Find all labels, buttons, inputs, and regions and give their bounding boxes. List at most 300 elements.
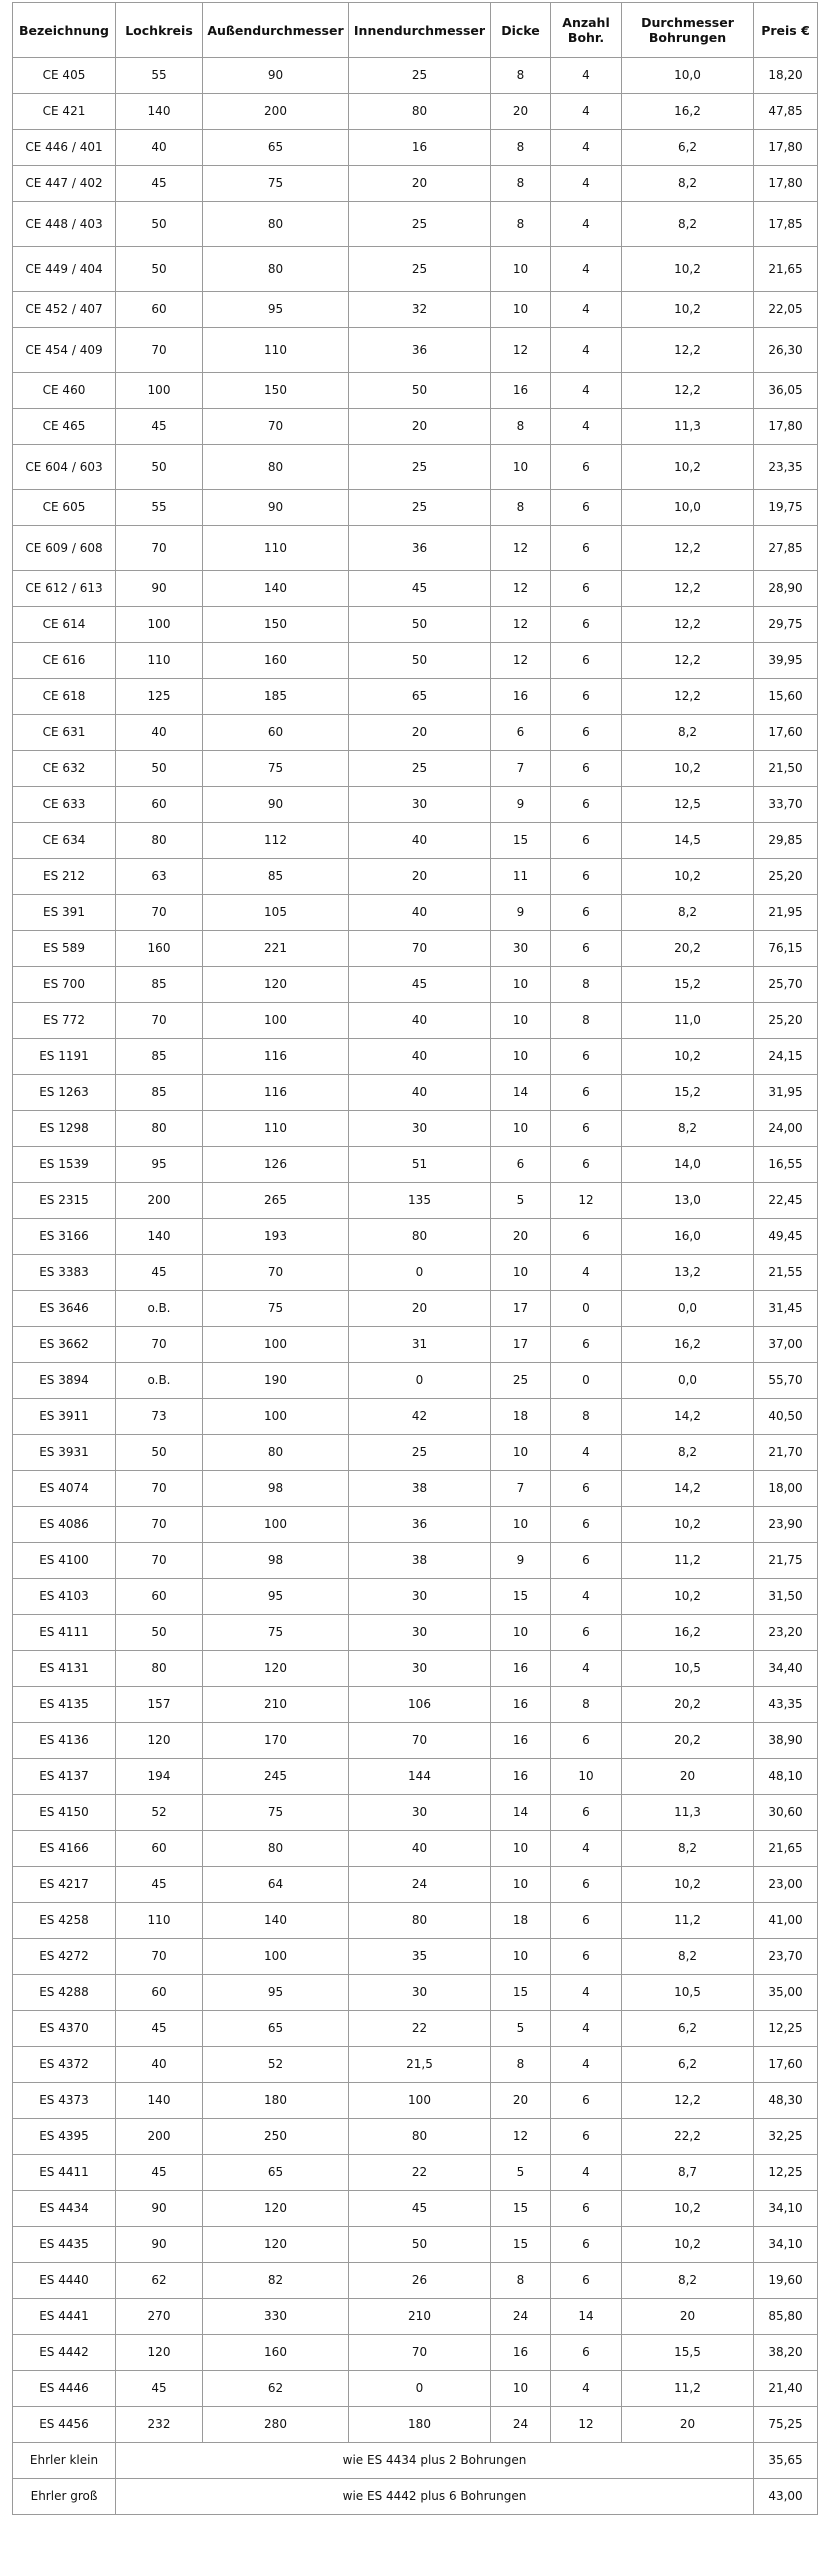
cell-bezeichnung: ES 4442 — [13, 2335, 116, 2371]
cell-bezeichnung: CE 616 — [13, 643, 116, 679]
cell-bezeichnung: ES 212 — [13, 859, 116, 895]
cell-bezeichnung: ES 4100 — [13, 1543, 116, 1579]
cell-aussendurchmesser: 65 — [203, 2011, 349, 2047]
cell-aussendurchmesser: 100 — [203, 1327, 349, 1363]
cell-dicke: 10 — [491, 445, 551, 490]
cell-dicke: 10 — [491, 1003, 551, 1039]
cell-innendurchmesser: 50 — [349, 373, 491, 409]
cell-anzahl-bohrungen: 4 — [551, 2155, 622, 2191]
cell-anzahl-bohrungen: 6 — [551, 1111, 622, 1147]
cell-lochkreis: 110 — [116, 1903, 203, 1939]
cell-durchmesser-bohrungen: 8,2 — [622, 895, 754, 931]
cell-anzahl-bohrungen: 4 — [551, 58, 622, 94]
table-row — [13, 2299, 818, 2335]
cell-aussendurchmesser: 120 — [203, 967, 349, 1003]
cell-aussendurchmesser: 250 — [203, 2119, 349, 2155]
table-row — [13, 1975, 818, 2011]
cell-durchmesser-bohrungen: 10,2 — [622, 859, 754, 895]
cell-durchmesser-bohrungen: 6,2 — [622, 130, 754, 166]
cell-lochkreis: 50 — [116, 1435, 203, 1471]
cell-dicke: 16 — [491, 1723, 551, 1759]
table-row — [13, 490, 818, 526]
cell-aussendurchmesser: 210 — [203, 1687, 349, 1723]
cell-lochkreis: 90 — [116, 2227, 203, 2263]
cell-preis: 23,70 — [754, 1939, 818, 1975]
cell-bezeichnung: ES 4150 — [13, 1795, 116, 1831]
cell-bezeichnung: CE 632 — [13, 751, 116, 787]
cell-durchmesser-bohrungen: 10,2 — [622, 2227, 754, 2263]
span-row — [13, 2479, 818, 2515]
cell-anzahl-bohrungen: 4 — [551, 1651, 622, 1687]
cell-anzahl-bohrungen: 6 — [551, 751, 622, 787]
cell-lochkreis: 90 — [116, 2191, 203, 2227]
cell-aussendurchmesser: 100 — [203, 1939, 349, 1975]
cell-anzahl-bohrungen: 10 — [551, 1759, 622, 1795]
cell-lochkreis: 62 — [116, 2263, 203, 2299]
cell-preis: 17,80 — [754, 166, 818, 202]
cell-durchmesser-bohrungen: 10,2 — [622, 247, 754, 292]
cell-bezeichnung: ES 4395 — [13, 2119, 116, 2155]
cell-lochkreis: 52 — [116, 1795, 203, 1831]
table-row — [13, 202, 818, 247]
cell-lochkreis: 60 — [116, 1579, 203, 1615]
cell-preis: 32,25 — [754, 2119, 818, 2155]
cell-aussendurchmesser: 90 — [203, 490, 349, 526]
cell-anzahl-bohrungen: 8 — [551, 1003, 622, 1039]
cell-preis: 24,15 — [754, 1039, 818, 1075]
table-row — [13, 1795, 818, 1831]
cell-anzahl-bohrungen: 6 — [551, 643, 622, 679]
cell-preis: 16,55 — [754, 1147, 818, 1183]
cell-anzahl-bohrungen: 6 — [551, 1507, 622, 1543]
cell-bezeichnung: ES 4441 — [13, 2299, 116, 2335]
cell-dicke: 20 — [491, 1219, 551, 1255]
cell-lochkreis: 60 — [116, 1975, 203, 2011]
cell-bezeichnung: CE 421 — [13, 94, 116, 130]
cell-description: wie ES 4434 plus 2 Bohrungen — [116, 2443, 754, 2479]
cell-bezeichnung: CE 405 — [13, 58, 116, 94]
cell-aussendurchmesser: 80 — [203, 202, 349, 247]
header-durchmesser-bohrungen: Durchmesser Bohrungen — [622, 3, 754, 58]
cell-dicke: 10 — [491, 1255, 551, 1291]
cell-dicke: 10 — [491, 2371, 551, 2407]
cell-dicke: 10 — [491, 292, 551, 328]
cell-durchmesser-bohrungen: 0,0 — [622, 1291, 754, 1327]
cell-innendurchmesser: 30 — [349, 1795, 491, 1831]
cell-dicke: 18 — [491, 1399, 551, 1435]
cell-durchmesser-bohrungen: 16,0 — [622, 1219, 754, 1255]
cell-dicke: 8 — [491, 490, 551, 526]
cell-durchmesser-bohrungen: 12,2 — [622, 607, 754, 643]
cell-preis: 23,00 — [754, 1867, 818, 1903]
table-row — [13, 526, 818, 571]
cell-aussendurchmesser: 90 — [203, 58, 349, 94]
cell-innendurchmesser: 16 — [349, 130, 491, 166]
table-row — [13, 2407, 818, 2443]
cell-aussendurchmesser: 75 — [203, 1291, 349, 1327]
cell-preis: 19,75 — [754, 490, 818, 526]
cell-lochkreis: 200 — [116, 1183, 203, 1219]
cell-preis: 38,90 — [754, 1723, 818, 1759]
table-row — [13, 1615, 818, 1651]
cell-lochkreis: 40 — [116, 2047, 203, 2083]
cell-preis: 39,95 — [754, 643, 818, 679]
cell-bezeichnung: CE 448 / 403 — [13, 202, 116, 247]
cell-durchmesser-bohrungen: 10,2 — [622, 445, 754, 490]
cell-lochkreis: 70 — [116, 328, 203, 373]
cell-dicke: 10 — [491, 1939, 551, 1975]
cell-aussendurchmesser: 52 — [203, 2047, 349, 2083]
cell-bezeichnung: Ehrler klein — [13, 2443, 116, 2479]
cell-anzahl-bohrungen: 4 — [551, 130, 622, 166]
cell-preis: 36,05 — [754, 373, 818, 409]
cell-lochkreis: 50 — [116, 751, 203, 787]
cell-preis: 23,35 — [754, 445, 818, 490]
cell-innendurchmesser: 0 — [349, 2371, 491, 2407]
cell-durchmesser-bohrungen: 13,0 — [622, 1183, 754, 1219]
cell-durchmesser-bohrungen: 14,5 — [622, 823, 754, 859]
table-row — [13, 328, 818, 373]
cell-innendurchmesser: 50 — [349, 2227, 491, 2263]
cell-lochkreis: 50 — [116, 445, 203, 490]
table-row — [13, 292, 818, 328]
cell-preis: 15,60 — [754, 679, 818, 715]
cell-lochkreis: 70 — [116, 1471, 203, 1507]
cell-anzahl-bohrungen: 8 — [551, 967, 622, 1003]
cell-lochkreis: 80 — [116, 823, 203, 859]
table-row — [13, 1903, 818, 1939]
cell-durchmesser-bohrungen: 20,2 — [622, 1723, 754, 1759]
cell-bezeichnung: CE 454 / 409 — [13, 328, 116, 373]
cell-anzahl-bohrungen: 6 — [551, 1939, 622, 1975]
cell-lochkreis: 70 — [116, 1507, 203, 1543]
table-row — [13, 1435, 818, 1471]
table-row — [13, 1867, 818, 1903]
cell-lochkreis: 55 — [116, 490, 203, 526]
cell-dicke: 16 — [491, 1759, 551, 1795]
cell-durchmesser-bohrungen: 12,2 — [622, 643, 754, 679]
cell-dicke: 20 — [491, 94, 551, 130]
cell-durchmesser-bohrungen: 20,2 — [622, 1687, 754, 1723]
cell-preis: 23,20 — [754, 1615, 818, 1651]
cell-preis: 34,10 — [754, 2191, 818, 2227]
cell-preis: 21,75 — [754, 1543, 818, 1579]
cell-aussendurchmesser: 185 — [203, 679, 349, 715]
cell-anzahl-bohrungen: 6 — [551, 715, 622, 751]
cell-innendurchmesser: 40 — [349, 1039, 491, 1075]
cell-aussendurchmesser: 65 — [203, 2155, 349, 2191]
table-row — [13, 895, 818, 931]
header-anzahl-bohrungen: Anzahl Bohr. — [551, 3, 622, 58]
cell-innendurchmesser: 20 — [349, 859, 491, 895]
cell-innendurchmesser: 45 — [349, 2191, 491, 2227]
cell-preis: 31,50 — [754, 1579, 818, 1615]
table-row — [13, 1399, 818, 1435]
cell-lochkreis: 45 — [116, 1867, 203, 1903]
cell-preis: 21,65 — [754, 247, 818, 292]
cell-lochkreis: 157 — [116, 1687, 203, 1723]
cell-durchmesser-bohrungen: 12,5 — [622, 787, 754, 823]
cell-innendurchmesser: 70 — [349, 931, 491, 967]
cell-bezeichnung: ES 1191 — [13, 1039, 116, 1075]
cell-aussendurchmesser: 64 — [203, 1867, 349, 1903]
cell-bezeichnung: ES 4373 — [13, 2083, 116, 2119]
cell-preis: 33,70 — [754, 787, 818, 823]
cell-lochkreis: 232 — [116, 2407, 203, 2443]
cell-innendurchmesser: 80 — [349, 1903, 491, 1939]
table-row — [13, 1831, 818, 1867]
cell-preis: 35,65 — [754, 2443, 818, 2479]
cell-dicke: 7 — [491, 1471, 551, 1507]
cell-lochkreis: 60 — [116, 787, 203, 823]
cell-preis: 34,10 — [754, 2227, 818, 2263]
cell-aussendurchmesser: 193 — [203, 1219, 349, 1255]
cell-aussendurchmesser: 126 — [203, 1147, 349, 1183]
cell-durchmesser-bohrungen: 16,2 — [622, 1327, 754, 1363]
cell-preis: 43,00 — [754, 2479, 818, 2515]
cell-bezeichnung: ES 4411 — [13, 2155, 116, 2191]
cell-anzahl-bohrungen: 4 — [551, 94, 622, 130]
cell-innendurchmesser: 40 — [349, 1075, 491, 1111]
cell-durchmesser-bohrungen: 20 — [622, 2407, 754, 2443]
cell-aussendurchmesser: 62 — [203, 2371, 349, 2407]
cell-dicke: 30 — [491, 931, 551, 967]
cell-innendurchmesser: 40 — [349, 1003, 491, 1039]
cell-innendurchmesser: 36 — [349, 328, 491, 373]
cell-innendurchmesser: 20 — [349, 409, 491, 445]
cell-dicke: 8 — [491, 202, 551, 247]
cell-innendurchmesser: 30 — [349, 1651, 491, 1687]
cell-innendurchmesser: 32 — [349, 292, 491, 328]
cell-durchmesser-bohrungen: 10,5 — [622, 1651, 754, 1687]
cell-bezeichnung: CE 465 — [13, 409, 116, 445]
cell-preis: 48,30 — [754, 2083, 818, 2119]
cell-dicke: 16 — [491, 373, 551, 409]
cell-anzahl-bohrungen: 4 — [551, 2371, 622, 2407]
cell-lochkreis: 270 — [116, 2299, 203, 2335]
cell-durchmesser-bohrungen: 8,2 — [622, 1939, 754, 1975]
table-row — [13, 1327, 818, 1363]
cell-bezeichnung: ES 3911 — [13, 1399, 116, 1435]
cell-preis: 25,70 — [754, 967, 818, 1003]
cell-aussendurchmesser: 98 — [203, 1471, 349, 1507]
cell-lochkreis: 95 — [116, 1147, 203, 1183]
table-row — [13, 967, 818, 1003]
cell-lochkreis: 70 — [116, 895, 203, 931]
table-row — [13, 2119, 818, 2155]
cell-anzahl-bohrungen: 4 — [551, 409, 622, 445]
cell-aussendurchmesser: 150 — [203, 373, 349, 409]
cell-lochkreis: 73 — [116, 1399, 203, 1435]
cell-preis: 26,30 — [754, 328, 818, 373]
cell-anzahl-bohrungen: 14 — [551, 2299, 622, 2335]
cell-aussendurchmesser: 80 — [203, 247, 349, 292]
table-row — [13, 373, 818, 409]
cell-lochkreis: 70 — [116, 1939, 203, 1975]
cell-preis: 75,25 — [754, 2407, 818, 2443]
cell-durchmesser-bohrungen: 12,2 — [622, 571, 754, 607]
cell-innendurchmesser: 35 — [349, 1939, 491, 1975]
cell-dicke: 10 — [491, 1111, 551, 1147]
cell-lochkreis: 80 — [116, 1111, 203, 1147]
cell-durchmesser-bohrungen: 15,5 — [622, 2335, 754, 2371]
table-row — [13, 1939, 818, 1975]
table-row — [13, 94, 818, 130]
cell-aussendurchmesser: 75 — [203, 751, 349, 787]
cell-durchmesser-bohrungen: 12,2 — [622, 373, 754, 409]
cell-durchmesser-bohrungen: 8,2 — [622, 166, 754, 202]
cell-dicke: 17 — [491, 1291, 551, 1327]
cell-innendurchmesser: 45 — [349, 967, 491, 1003]
cell-bezeichnung: ES 4372 — [13, 2047, 116, 2083]
cell-lochkreis: 60 — [116, 1831, 203, 1867]
cell-lochkreis: 100 — [116, 373, 203, 409]
cell-preis: 22,45 — [754, 1183, 818, 1219]
cell-bezeichnung: CE 447 / 402 — [13, 166, 116, 202]
cell-bezeichnung: ES 4446 — [13, 2371, 116, 2407]
cell-preis: 29,85 — [754, 823, 818, 859]
cell-innendurchmesser: 36 — [349, 526, 491, 571]
cell-preis: 17,80 — [754, 130, 818, 166]
table-row — [13, 166, 818, 202]
cell-durchmesser-bohrungen: 12,2 — [622, 2083, 754, 2119]
cell-preis: 41,00 — [754, 1903, 818, 1939]
cell-anzahl-bohrungen: 8 — [551, 1399, 622, 1435]
cell-dicke: 15 — [491, 1579, 551, 1615]
table-row — [13, 2371, 818, 2407]
cell-durchmesser-bohrungen: 10,2 — [622, 2191, 754, 2227]
cell-aussendurchmesser: 110 — [203, 328, 349, 373]
cell-anzahl-bohrungen: 6 — [551, 526, 622, 571]
cell-aussendurchmesser: 75 — [203, 166, 349, 202]
cell-innendurchmesser: 21,5 — [349, 2047, 491, 2083]
cell-dicke: 6 — [491, 1147, 551, 1183]
cell-bezeichnung: ES 4166 — [13, 1831, 116, 1867]
cell-innendurchmesser: 25 — [349, 490, 491, 526]
table-row — [13, 823, 818, 859]
cell-anzahl-bohrungen: 4 — [551, 202, 622, 247]
cell-aussendurchmesser: 110 — [203, 1111, 349, 1147]
cell-durchmesser-bohrungen: 20,2 — [622, 931, 754, 967]
cell-innendurchmesser: 20 — [349, 166, 491, 202]
cell-durchmesser-bohrungen: 11,0 — [622, 1003, 754, 1039]
cell-aussendurchmesser: 100 — [203, 1399, 349, 1435]
cell-lochkreis: 45 — [116, 1255, 203, 1291]
cell-dicke: 10 — [491, 1507, 551, 1543]
cell-bezeichnung: ES 4258 — [13, 1903, 116, 1939]
cell-preis: 27,85 — [754, 526, 818, 571]
cell-anzahl-bohrungen: 6 — [551, 1543, 622, 1579]
cell-bezeichnung: ES 4135 — [13, 1687, 116, 1723]
cell-dicke: 15 — [491, 2191, 551, 2227]
cell-preis: 31,95 — [754, 1075, 818, 1111]
table-row — [13, 2047, 818, 2083]
cell-innendurchmesser: 144 — [349, 1759, 491, 1795]
table-row — [13, 2263, 818, 2299]
cell-durchmesser-bohrungen: 10,2 — [622, 1507, 754, 1543]
cell-durchmesser-bohrungen: 8,7 — [622, 2155, 754, 2191]
cell-lochkreis: 140 — [116, 1219, 203, 1255]
header-aussendurchmesser: Außendurchmesser — [203, 3, 349, 58]
cell-innendurchmesser: 70 — [349, 1723, 491, 1759]
cell-bezeichnung: ES 4131 — [13, 1651, 116, 1687]
cell-dicke: 10 — [491, 1615, 551, 1651]
cell-aussendurchmesser: 82 — [203, 2263, 349, 2299]
cell-aussendurchmesser: 180 — [203, 2083, 349, 2119]
cell-lochkreis: 45 — [116, 2155, 203, 2191]
cell-preis: 18,20 — [754, 58, 818, 94]
cell-bezeichnung: CE 604 / 603 — [13, 445, 116, 490]
cell-innendurchmesser: 30 — [349, 1615, 491, 1651]
header-lochkreis: Lochkreis — [116, 3, 203, 58]
cell-dicke: 24 — [491, 2299, 551, 2335]
cell-dicke: 10 — [491, 1867, 551, 1903]
cell-aussendurchmesser: 265 — [203, 1183, 349, 1219]
cell-aussendurchmesser: 95 — [203, 292, 349, 328]
table-row — [13, 787, 818, 823]
cell-durchmesser-bohrungen: 12,2 — [622, 679, 754, 715]
table-row — [13, 1507, 818, 1543]
cell-bezeichnung: CE 614 — [13, 607, 116, 643]
cell-preis: 47,85 — [754, 94, 818, 130]
cell-bezeichnung: ES 4137 — [13, 1759, 116, 1795]
header-preis: Preis € — [754, 3, 818, 58]
table-row — [13, 1111, 818, 1147]
table-row — [13, 931, 818, 967]
cell-aussendurchmesser: 70 — [203, 409, 349, 445]
cell-bezeichnung: ES 4086 — [13, 1507, 116, 1543]
cell-lochkreis: 50 — [116, 202, 203, 247]
header-innendurchmesser: Innendurchmesser — [349, 3, 491, 58]
cell-bezeichnung: ES 3166 — [13, 1219, 116, 1255]
cell-lochkreis: 60 — [116, 292, 203, 328]
cell-aussendurchmesser: 75 — [203, 1795, 349, 1831]
cell-dicke: 24 — [491, 2407, 551, 2443]
cell-bezeichnung: ES 589 — [13, 931, 116, 967]
cell-innendurchmesser: 30 — [349, 1111, 491, 1147]
cell-dicke: 12 — [491, 2119, 551, 2155]
cell-preis: 38,20 — [754, 2335, 818, 2371]
cell-anzahl-bohrungen: 6 — [551, 1219, 622, 1255]
cell-innendurchmesser: 51 — [349, 1147, 491, 1183]
table-row — [13, 1039, 818, 1075]
table-row — [13, 679, 818, 715]
cell-aussendurchmesser: 60 — [203, 715, 349, 751]
cell-aussendurchmesser: 116 — [203, 1039, 349, 1075]
cell-preis: 12,25 — [754, 2155, 818, 2191]
cell-innendurchmesser: 180 — [349, 2407, 491, 2443]
cell-bezeichnung: ES 4440 — [13, 2263, 116, 2299]
table-row — [13, 445, 818, 490]
cell-preis: 24,00 — [754, 1111, 818, 1147]
cell-preis: 43,35 — [754, 1687, 818, 1723]
cell-anzahl-bohrungen: 6 — [551, 1615, 622, 1651]
cell-bezeichnung: CE 609 / 608 — [13, 526, 116, 571]
cell-aussendurchmesser: 100 — [203, 1003, 349, 1039]
cell-preis: 21,55 — [754, 1255, 818, 1291]
cell-durchmesser-bohrungen: 20 — [622, 1759, 754, 1795]
cell-bezeichnung: ES 4136 — [13, 1723, 116, 1759]
cell-bezeichnung: ES 3646 — [13, 1291, 116, 1327]
cell-preis: 85,80 — [754, 2299, 818, 2335]
cell-anzahl-bohrungen: 4 — [551, 328, 622, 373]
cell-bezeichnung: ES 4217 — [13, 1867, 116, 1903]
cell-lochkreis: 45 — [116, 2011, 203, 2047]
cell-preis: 29,75 — [754, 607, 818, 643]
cell-lochkreis: 50 — [116, 1615, 203, 1651]
cell-anzahl-bohrungen: 4 — [551, 1255, 622, 1291]
cell-bezeichnung: ES 4074 — [13, 1471, 116, 1507]
